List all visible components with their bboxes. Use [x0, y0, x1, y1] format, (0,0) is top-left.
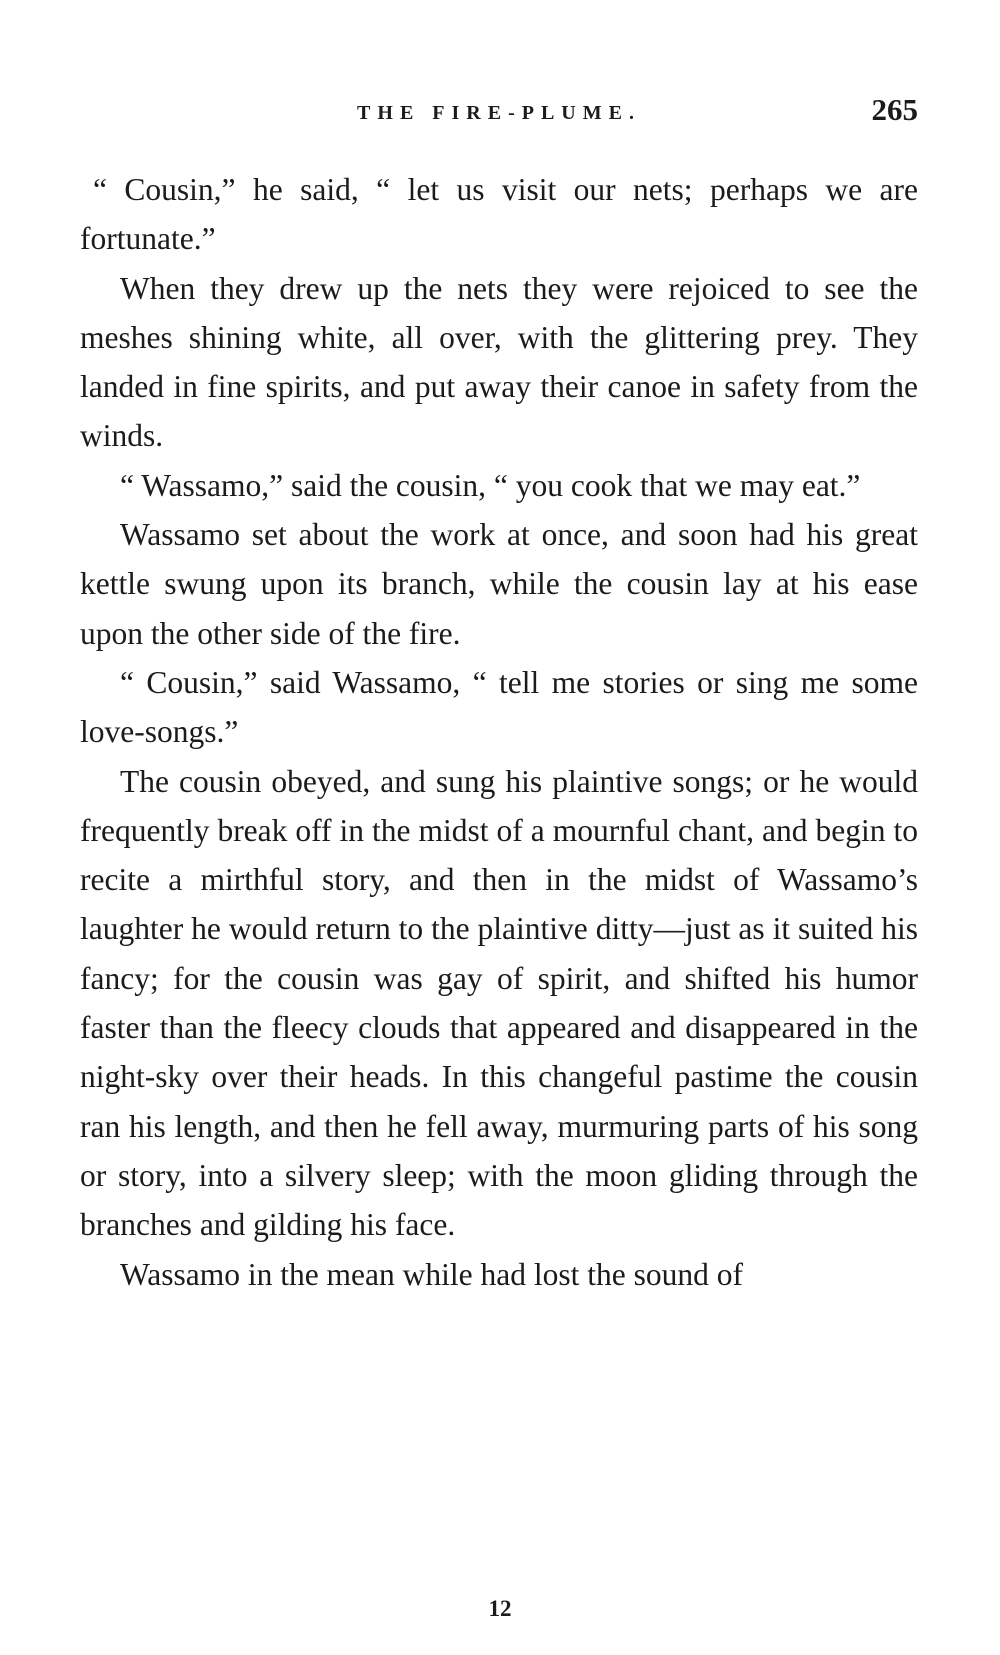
paragraph: The cousin obeyed, and sung his plaintive songs; or he would frequently break off in the midst of a mournful chant, and begin to recite a mirthful story, and then in the midst of Wassamo’s laughter he would return to the plaintive ditty—just as it suited his fancy; for the cousin was gay of spirit, and shifted his humor faster than the fleecy clouds that appeared and disappeared in the night-sky over their heads. In this changeful pastime the cousin ran his length, and then he fell away, murmuring parts of his song or story, into a silvery sleep; with the moon gliding through the branches and gilding his face.	[80, 763, 918, 1243]
paragraph: “ Cousin,” he said, “ let us visit our nets; perhaps we are fortunate.”	[80, 172, 918, 257]
page-number: 265	[871, 92, 918, 127]
paragraph: “ Cousin,” said Wassamo, “ tell me stories or sing me some love-songs.”	[80, 664, 918, 750]
signature-mark: 12	[488, 1596, 512, 1621]
paragraph: Wassamo set about the work at once, and soon had his great kettle swung upon its branch, while the cousin lay at his ease upon the other side of the fire.	[80, 517, 918, 651]
body-text	[80, 165, 918, 1299]
paragraph: Wassamo in the mean while had lost the sound of	[120, 1256, 743, 1292]
running-title: THE FIRE-PLUME.	[357, 102, 641, 124]
paragraph: When they drew up the nets they were rejoiced to see the meshes shining white, all over, with the glittering prey. They landed in fine spirits, and put away their canoe in safety from the winds.	[80, 270, 918, 454]
page-header	[80, 92, 918, 136]
paragraph: “ Wassamo,” said the cousin, “ you cook that we may eat.”	[120, 467, 861, 503]
